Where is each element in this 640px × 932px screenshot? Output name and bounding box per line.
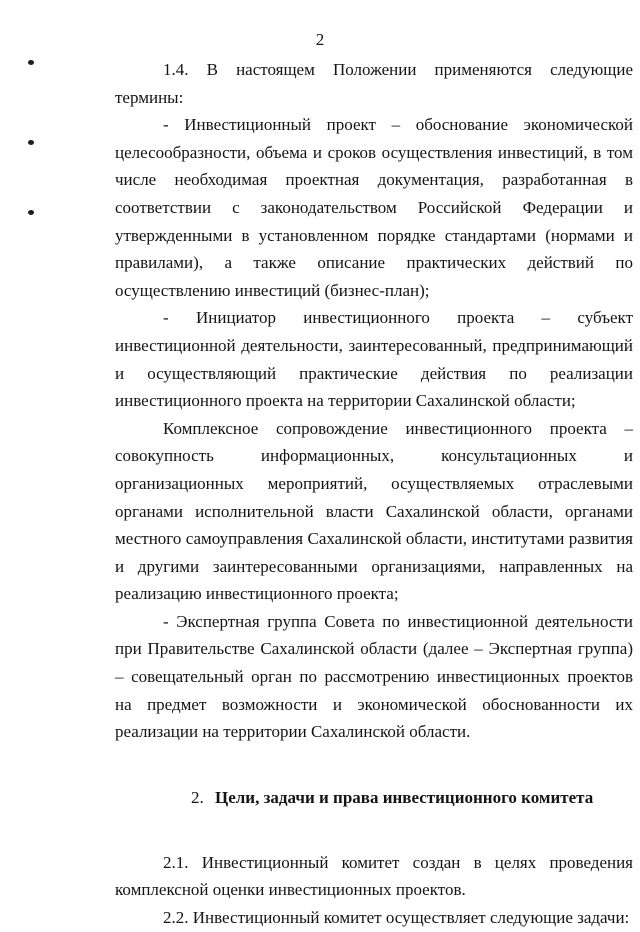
term-expert-group: - Экспертная группа Совета по инвестиционной деятельности при Правительстве Сахалинской области (далее – Экспертная группа) – совещательный орган по рассмотрению инвестиционных проектов на предмет возможности и экономической обоснованности их реализации на территории Сахалинской области.: [115, 611, 633, 742]
term-complex-support: Комплексное сопровождение инвестиционного проекта – совокупность информационных, консультационных и организационных мероприятий, осуществляемых отраслевыми органами исполнительной власти Сахалинской области, органами местного самоуправления Сахалинской области, институтами развития и другими заинтересованными организациями, направленных на реализацию инвестиционного проекта;: [115, 418, 633, 604]
document-body: [115, 56, 633, 932]
scan-mark-2: [28, 140, 34, 145]
section-2-title: Цели, задачи и права инвестиционного комитета: [215, 787, 594, 807]
term-investment-project: - Инвестиционный проект – обоснование экономической целесообразности, объема и сроков осуществления инвестиций, в том числе необходимая проектная документация, разработанная в соответствии с законодательством Российской Федерации и утвержденными в установленном порядке стандартами (нормами и правилами), а также описание практических действий по осуществлению инвестиций (бизнес-план);: [115, 115, 633, 300]
section-2-heading: [115, 784, 633, 811]
paragraph-2-1: 2.1. Инвестиционный комитет создан в целях проведения комплексной оценки инвестиционных проектов.: [115, 852, 633, 900]
paragraph-2-2: 2.2. Инвестиционный комитет осуществляет следующие задачи:: [163, 908, 630, 928]
scan-mark-1: [28, 60, 34, 65]
term-project-initiator: - Инициатор инвестиционного проекта – субъект инвестиционной деятельности, заинтересованный, предпринимающий и осуществляющий практические действия по реализации инвестиционного проекта на территории Сахалинской области;: [115, 308, 633, 411]
scan-mark-3: [28, 210, 34, 215]
paragraph-1-4: 1.4. В настоящем Положении применяются следующие термины:: [115, 60, 633, 107]
page-number: 2: [315, 30, 325, 49]
section-2-number: 2.: [191, 787, 204, 807]
